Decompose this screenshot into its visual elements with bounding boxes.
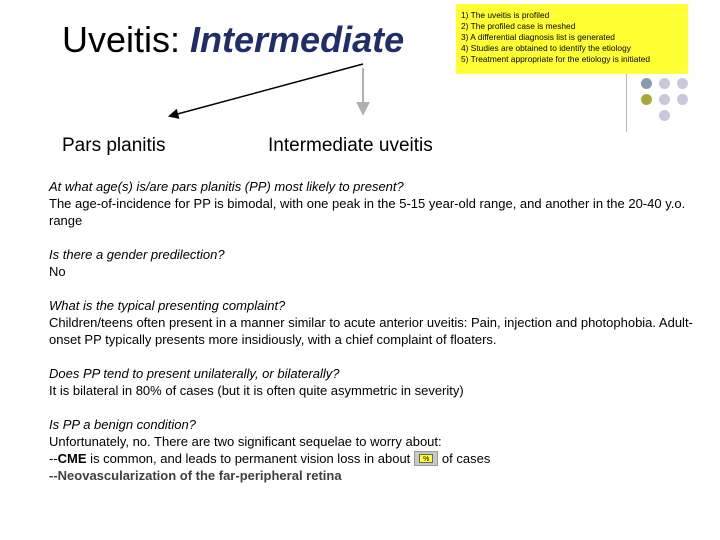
question: Does PP tend to present unilaterally, or bilaterally? [49, 366, 340, 381]
qa-block [49, 416, 699, 484]
question: Is PP a benign condition? [49, 417, 196, 432]
qa-block [49, 365, 699, 399]
step-item: 1) The uveitis is profiled [461, 10, 550, 20]
percent-field[interactable] [414, 451, 438, 466]
step-item: 2) The profiled case is meshed [461, 21, 576, 31]
cme-suffix: of cases [441, 451, 491, 466]
answer: Unfortunately, no. There are two significant sequelae to worry about: [49, 434, 442, 449]
title-prefix: Uveitis: [62, 19, 191, 60]
qa-content [49, 178, 699, 501]
qa-block [49, 297, 699, 348]
branch-left-label: Pars planitis [62, 135, 166, 156]
percent-value: % [419, 454, 433, 463]
answer: It is bilateral in 80% of cases (but it is often quite asymmetric in severity) [49, 383, 464, 398]
step-item: 4) Studies are obtained to identify the etiology [461, 43, 631, 53]
answer: Children/teens often present in a manner similar to acute anterior uveitis: Pain, injection and photophobia. Adult-onset PP typically presents more insidiously, with a chief complaint of floaters. [49, 315, 693, 347]
question: At what age(s) is/are pars planitis (PP) most likely to present? [49, 179, 404, 194]
cme-prefix: -- [49, 451, 58, 466]
answer: No [49, 264, 66, 279]
answer: The age-of-incidence for PP is bimodal, with one peak in the 5-15 year-old range, and another in the 20-40 y.o. range [49, 196, 686, 228]
branch-right-label: Intermediate uveitis [268, 135, 433, 156]
step-item: 5) Treatment appropriate for the etiology is initiated [461, 54, 651, 64]
qa-block [49, 246, 699, 280]
qa-block [49, 178, 699, 229]
arrow-to-pars-planitis [170, 64, 363, 116]
step-item: 3) A differential diagnosis list is generated [461, 32, 615, 42]
title-emphasis: Intermediate [190, 19, 405, 60]
neovascularization-item: --Neovascularization of the far-peripheral retina [49, 468, 342, 483]
question: Is there a gender predilection? [49, 247, 225, 262]
question: What is the typical presenting complaint? [49, 298, 286, 313]
cme-text: is common, and leads to permanent vision loss in about [86, 451, 411, 466]
cme-label: CME [57, 451, 87, 466]
